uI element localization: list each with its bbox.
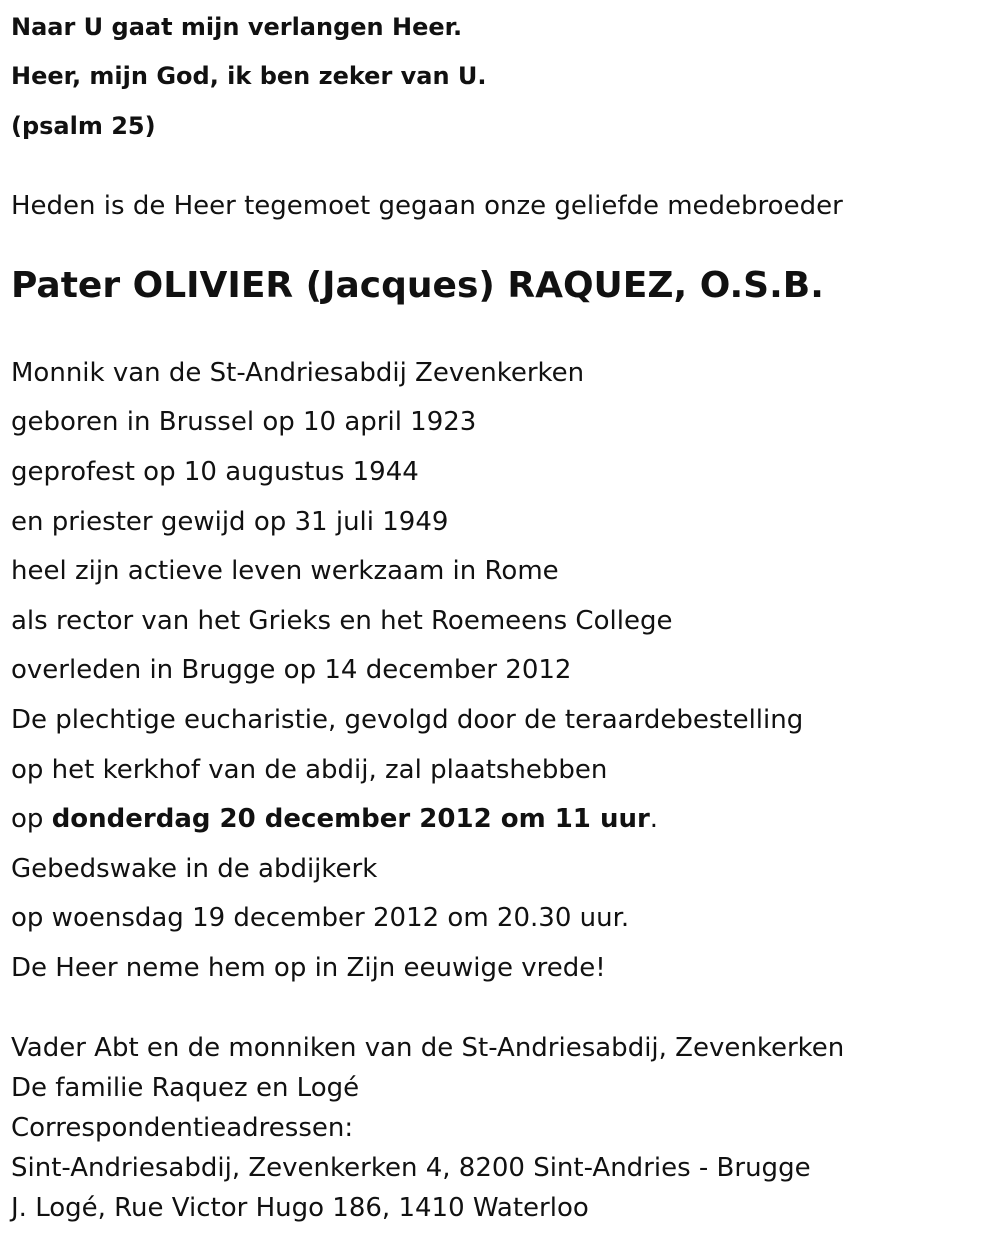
psalm-reference: (psalm 25) [11,112,156,140]
detail-died: overleden in Brugge op 14 december 2012 [11,655,572,685]
footer-address-1: Sint-Andriesabdij, Zevenkerken 4, 8200 Sint-Andries - Brugge [11,1153,811,1183]
detail-funeral [11,806,658,832]
deceased-name: Pater OLIVIER (Jacques) RAQUEZ, O.S.B. [11,265,824,306]
detail-eucharist: De plechtige eucharistie, gevolgd door de teraardebestelling [11,705,804,735]
detail-vigil: Gebedswake in de abdijkerk [11,854,378,884]
footer-family: De familie Raquez en Logé [11,1073,360,1103]
detail-professed: geprofest op 10 augustus 1944 [11,457,419,487]
funeral-prefix: op [11,804,52,834]
psalm-line-2: Heer, mijn God, ik ben zeker van U. [11,62,487,90]
detail-born: geboren in Brussel op 10 april 1923 [11,407,477,437]
footer-abbey: Vader Abt en de monniken van de St-Andriesabdij, Zevenkerken [11,1033,845,1063]
detail-vigil-date: op woensdag 19 december 2012 om 20.30 uur. [11,903,630,933]
detail-ordained: en priester gewijd op 31 juli 1949 [11,507,449,537]
detail-monk: Monnik van de St-Andriesabdij Zevenkerken [11,358,585,388]
detail-rector: als rector van het Grieks en het Roemeens College [11,606,673,636]
detail-cemetery: op het kerkhof van de abdij, zal plaatshebben [11,755,608,785]
detail-peace: De Heer neme hem op in Zijn eeuwige vrede! [11,953,606,983]
funeral-date: donderdag 20 december 2012 om 11 uur [51,804,650,834]
intro-text: Heden is de Heer tegemoet gegaan onze geliefde medebroeder [11,191,843,221]
footer-address-2: J. Logé, Rue Victor Hugo 186, 1410 Waterloo [11,1193,589,1223]
funeral-suffix: . [649,804,659,834]
detail-rome: heel zijn actieve leven werkzaam in Rome [11,556,559,586]
footer-correspondence-label: Correspondentieadressen: [11,1113,354,1143]
psalm-line-1: Naar U gaat mijn verlangen Heer. [11,13,463,41]
